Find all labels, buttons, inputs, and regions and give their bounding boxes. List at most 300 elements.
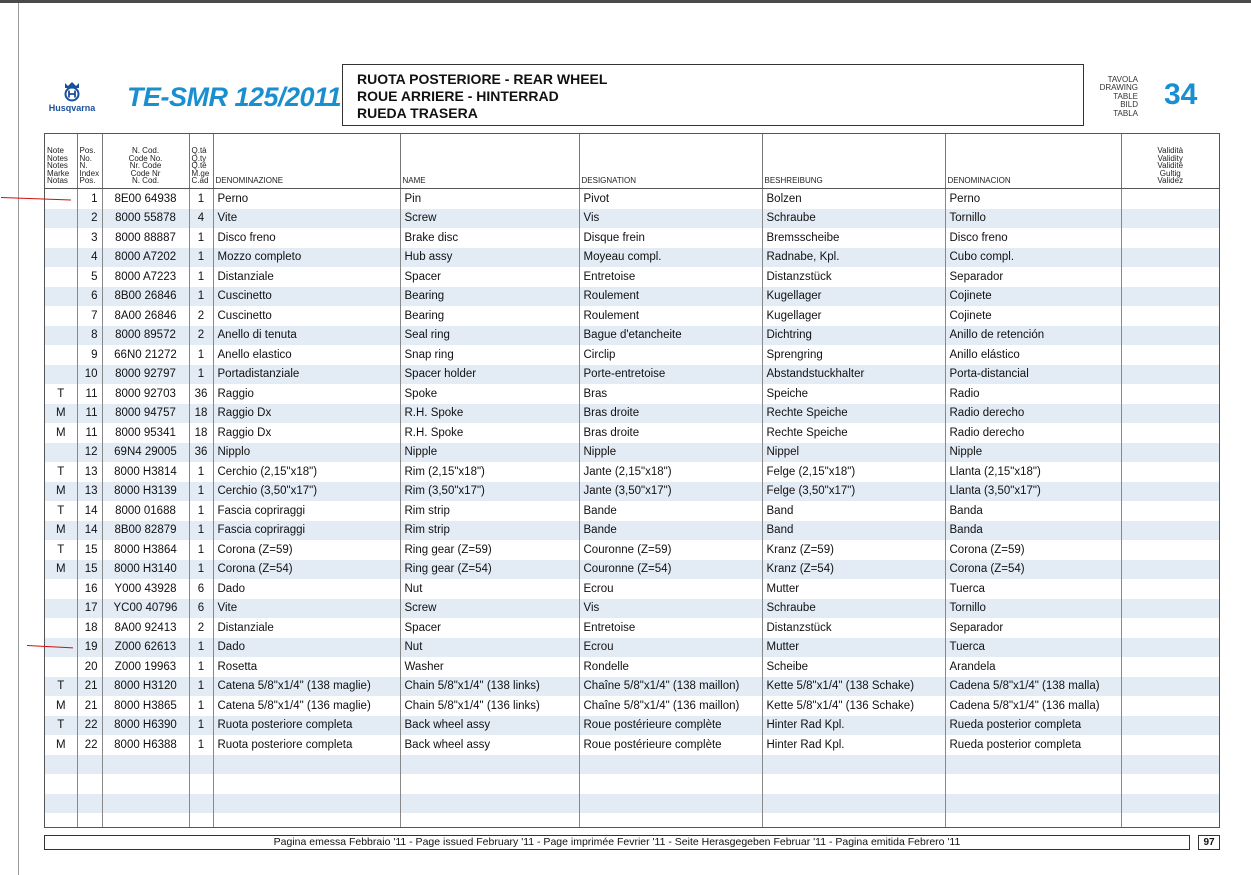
italian-name-cell: Distanziale: [213, 267, 400, 287]
validity-cell: [1121, 638, 1219, 658]
model-title: TE-SMR 125/2011: [127, 82, 342, 112]
blank-cell: [1121, 774, 1219, 794]
english-name-cell: R.H. Spoke: [400, 404, 579, 424]
italian-name-cell: Cerchio (2,15"x18"): [213, 462, 400, 482]
blank-cell: [945, 755, 1121, 775]
french-name-cell: Bande: [579, 501, 762, 521]
italian-name-cell: Disco freno: [213, 228, 400, 248]
validity-cell: [1121, 384, 1219, 404]
qty-cell: 1: [189, 345, 213, 365]
english-name-cell: Rim strip: [400, 521, 579, 541]
qty-cell: 2: [189, 326, 213, 346]
italian-name-cell: Dado: [213, 638, 400, 658]
table-row: [45, 443, 1219, 463]
qty-cell: 1: [189, 462, 213, 482]
german-name-cell: Bremsscheibe: [762, 228, 945, 248]
spanish-name-cell: Banda: [945, 521, 1121, 541]
part-code-cell: 8E00 64938: [102, 189, 189, 209]
spanish-name-cell: Nipple: [945, 443, 1121, 463]
french-name-cell: Bague d'etancheite: [579, 326, 762, 346]
pos-cell: 6: [77, 287, 102, 307]
english-name-cell: Ring gear (Z=54): [400, 560, 579, 580]
italian-name-cell: Cerchio (3,50"x17"): [213, 482, 400, 502]
part-code-cell: 8000 H6388: [102, 735, 189, 755]
blank-cell: [400, 813, 579, 828]
french-name-cell: Jante (3,50"x17"): [579, 482, 762, 502]
table-row: [45, 560, 1219, 580]
table-row: [45, 189, 1219, 209]
spanish-name-cell: Anillo elástico: [945, 345, 1121, 365]
blank-cell: [213, 755, 400, 775]
qty-cell: 36: [189, 443, 213, 463]
blank-cell: [579, 774, 762, 794]
note-cell: T: [45, 462, 77, 482]
french-name-cell: Ecrou: [579, 579, 762, 599]
blank-cell: [189, 794, 213, 814]
english-name-cell: Hub assy: [400, 248, 579, 268]
part-code-cell: 8000 H6390: [102, 716, 189, 736]
note-cell: T: [45, 677, 77, 697]
col-header-french: DESIGNATION: [579, 134, 762, 189]
note-cell: [45, 267, 77, 287]
validity-cell: [1121, 462, 1219, 482]
part-code-cell: Y000 43928: [102, 579, 189, 599]
validity-cell: [1121, 365, 1219, 385]
pos-cell: 21: [77, 696, 102, 716]
german-name-cell: Radnabe, Kpl.: [762, 248, 945, 268]
table-row: [45, 209, 1219, 229]
part-code-cell: 8000 92703: [102, 384, 189, 404]
blank-cell: [213, 813, 400, 828]
german-name-cell: Band: [762, 501, 945, 521]
italian-name-cell: Raggio Dx: [213, 423, 400, 443]
blank-cell: [400, 755, 579, 775]
table-row: [45, 599, 1219, 619]
drawing-number: 34: [1164, 78, 1198, 111]
table-row: [45, 579, 1219, 599]
note-cell: M: [45, 560, 77, 580]
pos-cell: 2: [77, 209, 102, 229]
pos-cell: 5: [77, 267, 102, 287]
pos-cell: 18: [77, 618, 102, 638]
italian-name-cell: Vite: [213, 599, 400, 619]
note-cell: [45, 365, 77, 385]
table-row: [45, 638, 1219, 658]
english-name-cell: Back wheel assy: [400, 716, 579, 736]
note-cell: [45, 599, 77, 619]
spanish-name-cell: Rueda posterior completa: [945, 735, 1121, 755]
blank-cell: [189, 755, 213, 775]
part-code-cell: 8000 A7223: [102, 267, 189, 287]
pos-cell: 19: [77, 638, 102, 658]
validity-cell: [1121, 306, 1219, 326]
english-name-cell: Rim (3,50"x17"): [400, 482, 579, 502]
blank-cell: [1121, 813, 1219, 828]
english-name-cell: Rim (2,15"x18"): [400, 462, 579, 482]
blank-cell: [77, 813, 102, 828]
table-header-row: [45, 134, 1219, 189]
spanish-name-cell: Tornillo: [945, 599, 1121, 619]
part-code-cell: 8000 H3139: [102, 482, 189, 502]
qty-cell: 6: [189, 599, 213, 619]
french-name-cell: Chaîne 5/8"x1/4" (138 maillon): [579, 677, 762, 697]
col-header-english: NAME: [400, 134, 579, 189]
table-row: [45, 482, 1219, 502]
table-row: [45, 384, 1219, 404]
note-cell: [45, 443, 77, 463]
spanish-name-cell: Radio derecho: [945, 423, 1121, 443]
validity-cell: [1121, 521, 1219, 541]
german-name-cell: Nippel: [762, 443, 945, 463]
note-cell: [45, 326, 77, 346]
french-name-cell: Nipple: [579, 443, 762, 463]
blank-cell: [189, 813, 213, 828]
qty-cell: 18: [189, 404, 213, 424]
italian-name-cell: Cuscinetto: [213, 287, 400, 307]
qty-cell: 1: [189, 228, 213, 248]
note-cell: T: [45, 540, 77, 560]
validity-cell: [1121, 345, 1219, 365]
qty-cell: 36: [189, 384, 213, 404]
italian-name-cell: Rosetta: [213, 657, 400, 677]
german-name-cell: Schraube: [762, 599, 945, 619]
spanish-name-cell: Separador: [945, 618, 1121, 638]
part-code-cell: 8000 H3120: [102, 677, 189, 697]
german-name-cell: Dichtring: [762, 326, 945, 346]
title-line-2: ROUE ARRIERE - HINTERRAD: [357, 88, 559, 104]
note-cell: [45, 287, 77, 307]
validity-cell: [1121, 677, 1219, 697]
german-name-cell: Bolzen: [762, 189, 945, 209]
french-name-cell: Vis: [579, 209, 762, 229]
note-cell: T: [45, 716, 77, 736]
part-code-cell: 8A00 26846: [102, 306, 189, 326]
pos-cell: 9: [77, 345, 102, 365]
col-header-spanish: DENOMINACION: [945, 134, 1121, 189]
note-cell: M: [45, 404, 77, 424]
table-row: [45, 228, 1219, 248]
english-name-cell: Screw: [400, 209, 579, 229]
french-name-cell: Pivot: [579, 189, 762, 209]
german-name-cell: Kette 5/8"x1/4" (138 Schake): [762, 677, 945, 697]
blank-cell: [45, 794, 77, 814]
validity-cell: [1121, 696, 1219, 716]
english-name-cell: Brake disc: [400, 228, 579, 248]
pos-cell: 11: [77, 423, 102, 443]
table-row: [45, 248, 1219, 268]
pos-cell: 4: [77, 248, 102, 268]
german-name-cell: Distanzstück: [762, 618, 945, 638]
spanish-name-cell: Disco freno: [945, 228, 1121, 248]
qty-cell: 6: [189, 579, 213, 599]
top-border: [0, 0, 1251, 3]
spanish-name-cell: Llanta (3,50"x17"): [945, 482, 1121, 502]
validity-cell: [1121, 657, 1219, 677]
part-code-cell: 8000 55878: [102, 209, 189, 229]
qty-cell: 4: [189, 209, 213, 229]
part-code-cell: YC00 40796: [102, 599, 189, 619]
parts-table-frame: [44, 133, 1220, 828]
spanish-name-cell: Corona (Z=59): [945, 540, 1121, 560]
table-row: [45, 423, 1219, 443]
validity-cell: [1121, 443, 1219, 463]
table-row-blank: [45, 755, 1219, 775]
english-name-cell: Pin: [400, 189, 579, 209]
qty-cell: 1: [189, 287, 213, 307]
english-name-cell: Screw: [400, 599, 579, 619]
validity-cell: [1121, 189, 1219, 209]
pos-cell: 14: [77, 501, 102, 521]
blank-cell: [102, 755, 189, 775]
pos-cell: 20: [77, 657, 102, 677]
col-header-italian: DENOMINAZIONE: [213, 134, 400, 189]
english-name-cell: Chain 5/8"x1/4" (138 links): [400, 677, 579, 697]
qty-cell: 2: [189, 306, 213, 326]
table-row: [45, 677, 1219, 697]
french-name-cell: Bras droite: [579, 423, 762, 443]
note-cell: M: [45, 521, 77, 541]
part-code-cell: 8B00 82879: [102, 521, 189, 541]
note-cell: M: [45, 735, 77, 755]
pos-cell: 22: [77, 735, 102, 755]
qty-cell: 1: [189, 248, 213, 268]
german-name-cell: Kette 5/8"x1/4" (136 Schake): [762, 696, 945, 716]
note-cell: [45, 248, 77, 268]
german-name-cell: Mutter: [762, 579, 945, 599]
spanish-name-cell: Arandela: [945, 657, 1121, 677]
qty-cell: 1: [189, 677, 213, 697]
note-cell: [45, 228, 77, 248]
english-name-cell: Nut: [400, 638, 579, 658]
qty-cell: 1: [189, 521, 213, 541]
qty-cell: 2: [189, 618, 213, 638]
spanish-name-cell: Radio: [945, 384, 1121, 404]
english-name-cell: Bearing: [400, 287, 579, 307]
german-name-cell: Kugellager: [762, 287, 945, 307]
page-footer: Pagina emessa Febbraio '11 - Page issued February '11 - Page imprimée Fevrier '11 - Seite Herasgegeben Februar '11 - Pagina emitida Febrero '11: [44, 835, 1190, 850]
german-name-cell: Hinter Rad Kpl.: [762, 716, 945, 736]
col-header-german: BESHREIBUNG: [762, 134, 945, 189]
italian-name-cell: Raggio: [213, 384, 400, 404]
qty-cell: 1: [189, 716, 213, 736]
validity-cell: [1121, 326, 1219, 346]
english-name-cell: Ring gear (Z=59): [400, 540, 579, 560]
english-name-cell: Nipple: [400, 443, 579, 463]
qty-cell: 1: [189, 189, 213, 209]
french-name-cell: Bande: [579, 521, 762, 541]
table-row: [45, 462, 1219, 482]
french-name-cell: Circlip: [579, 345, 762, 365]
table-row: [45, 306, 1219, 326]
part-code-cell: 8000 92797: [102, 365, 189, 385]
german-name-cell: Kugellager: [762, 306, 945, 326]
drawing-label: TABLE: [1113, 91, 1138, 101]
blank-cell: [400, 794, 579, 814]
italian-name-cell: Catena 5/8"x1/4" (136 maglie): [213, 696, 400, 716]
part-code-cell: 8000 H3140: [102, 560, 189, 580]
part-code-cell: 8B00 26846: [102, 287, 189, 307]
italian-name-cell: Mozzo completo: [213, 248, 400, 268]
note-cell: [45, 345, 77, 365]
english-name-cell: Nut: [400, 579, 579, 599]
parts-table: [45, 134, 1219, 828]
pos-cell: 7: [77, 306, 102, 326]
pos-cell: 12: [77, 443, 102, 463]
table-row: [45, 618, 1219, 638]
english-name-cell: Spacer: [400, 618, 579, 638]
german-name-cell: Scheibe: [762, 657, 945, 677]
spanish-name-cell: Porta-distancial: [945, 365, 1121, 385]
german-name-cell: Rechte Speiche: [762, 404, 945, 424]
french-name-cell: Bras droite: [579, 404, 762, 424]
pos-cell: 13: [77, 462, 102, 482]
french-name-cell: Ecrou: [579, 638, 762, 658]
left-margin-line: [18, 3, 19, 875]
english-name-cell: Washer: [400, 657, 579, 677]
table-row: [45, 735, 1219, 755]
blank-cell: [579, 813, 762, 828]
italian-name-cell: Cuscinetto: [213, 306, 400, 326]
french-name-cell: Porte-entretoise: [579, 365, 762, 385]
english-name-cell: Spacer holder: [400, 365, 579, 385]
french-name-cell: Chaîne 5/8"x1/4" (136 maillon): [579, 696, 762, 716]
qty-cell: 1: [189, 482, 213, 502]
note-cell: M: [45, 482, 77, 502]
german-name-cell: Hinter Rad Kpl.: [762, 735, 945, 755]
qty-cell: 1: [189, 657, 213, 677]
french-name-cell: Entretoise: [579, 267, 762, 287]
validity-cell: [1121, 579, 1219, 599]
drawing-label: TABLA: [1113, 108, 1138, 118]
part-code-cell: 8000 H3864: [102, 540, 189, 560]
validity-cell: [1121, 618, 1219, 638]
pos-cell: 3: [77, 228, 102, 248]
spanish-name-cell: Tuerca: [945, 638, 1121, 658]
spanish-name-cell: Cojinete: [945, 287, 1121, 307]
german-name-cell: Felge (2,15"x18"): [762, 462, 945, 482]
validity-cell: [1121, 716, 1219, 736]
blank-cell: [400, 774, 579, 794]
qty-cell: 1: [189, 540, 213, 560]
validity-cell: [1121, 423, 1219, 443]
french-name-cell: Bras: [579, 384, 762, 404]
german-name-cell: Sprengring: [762, 345, 945, 365]
blank-cell: [102, 774, 189, 794]
table-row: [45, 696, 1219, 716]
husqvarna-crown-icon: [61, 80, 83, 102]
german-name-cell: Band: [762, 521, 945, 541]
german-name-cell: Kranz (Z=54): [762, 560, 945, 580]
italian-name-cell: Corona (Z=59): [213, 540, 400, 560]
brand-logo: [42, 80, 102, 113]
part-code-cell: 8000 94757: [102, 404, 189, 424]
pos-cell: 16: [77, 579, 102, 599]
english-name-cell: Chain 5/8"x1/4" (136 links): [400, 696, 579, 716]
italian-name-cell: Dado: [213, 579, 400, 599]
blank-cell: [189, 774, 213, 794]
french-name-cell: Roue postérieure complète: [579, 716, 762, 736]
qty-cell: 1: [189, 365, 213, 385]
blank-cell: [77, 755, 102, 775]
table-row-blank: [45, 774, 1219, 794]
validity-cell: [1121, 735, 1219, 755]
blank-cell: [45, 774, 77, 794]
qty-cell: 1: [189, 267, 213, 287]
french-name-cell: Disque frein: [579, 228, 762, 248]
validity-cell: [1121, 482, 1219, 502]
german-name-cell: Rechte Speiche: [762, 423, 945, 443]
part-code-cell: 8000 01688: [102, 501, 189, 521]
pos-cell: 10: [77, 365, 102, 385]
french-name-cell: Couronne (Z=54): [579, 560, 762, 580]
title-line-3: RUEDA TRASERA: [357, 105, 478, 121]
blank-cell: [45, 755, 77, 775]
spanish-name-cell: Separador: [945, 267, 1121, 287]
note-cell: [45, 618, 77, 638]
german-name-cell: Distanzstück: [762, 267, 945, 287]
table-row: [45, 521, 1219, 541]
spanish-name-cell: Cubo compl.: [945, 248, 1121, 268]
italian-name-cell: Fascia copriraggi: [213, 501, 400, 521]
pos-cell: 15: [77, 540, 102, 560]
german-name-cell: Schraube: [762, 209, 945, 229]
validity-cell: [1121, 501, 1219, 521]
col-header-validity: Validità Validity Validité Gultig Validez: [1121, 134, 1219, 189]
col-header-qty: Q.tà Q.ty Q.té M.ge C.ad: [189, 134, 213, 189]
part-code-cell: 8000 H3814: [102, 462, 189, 482]
italian-name-cell: Raggio Dx: [213, 404, 400, 424]
note-cell: T: [45, 384, 77, 404]
spanish-name-cell: Cadena 5/8"x1/4" (136 malla): [945, 696, 1121, 716]
pos-cell: 14: [77, 521, 102, 541]
french-name-cell: Roulement: [579, 287, 762, 307]
spanish-name-cell: Rueda posterior completa: [945, 716, 1121, 736]
blank-cell: [213, 774, 400, 794]
drawing-label: BILD: [1120, 100, 1138, 110]
blank-cell: [762, 774, 945, 794]
part-code-cell: Z000 62613: [102, 638, 189, 658]
german-name-cell: Mutter: [762, 638, 945, 658]
blank-cell: [579, 794, 762, 814]
pos-cell: 17: [77, 599, 102, 619]
note-cell: [45, 306, 77, 326]
drawing-title-box: [342, 64, 1084, 126]
table-row: [45, 287, 1219, 307]
col-header-code: N. Cod. Code No. Nr. Code Code Nr N. Cod.: [102, 134, 189, 189]
part-code-cell: 8A00 92413: [102, 618, 189, 638]
note-cell: M: [45, 423, 77, 443]
qty-cell: 1: [189, 501, 213, 521]
pos-cell: 22: [77, 716, 102, 736]
blank-cell: [1121, 794, 1219, 814]
english-name-cell: Bearing: [400, 306, 579, 326]
table-row: [45, 657, 1219, 677]
blank-cell: [45, 813, 77, 828]
italian-name-cell: Portadistanziale: [213, 365, 400, 385]
spanish-name-cell: Cadena 5/8"x1/4" (138 malla): [945, 677, 1121, 697]
table-row-blank: [45, 794, 1219, 814]
note-cell: [45, 579, 77, 599]
german-name-cell: Kranz (Z=59): [762, 540, 945, 560]
german-name-cell: Abstandstuckhalter: [762, 365, 945, 385]
english-name-cell: Seal ring: [400, 326, 579, 346]
table-row: [45, 501, 1219, 521]
note-cell: T: [45, 501, 77, 521]
table-row-blank: [45, 813, 1219, 828]
french-name-cell: Vis: [579, 599, 762, 619]
blank-cell: [762, 755, 945, 775]
italian-name-cell: Fascia copriraggi: [213, 521, 400, 541]
